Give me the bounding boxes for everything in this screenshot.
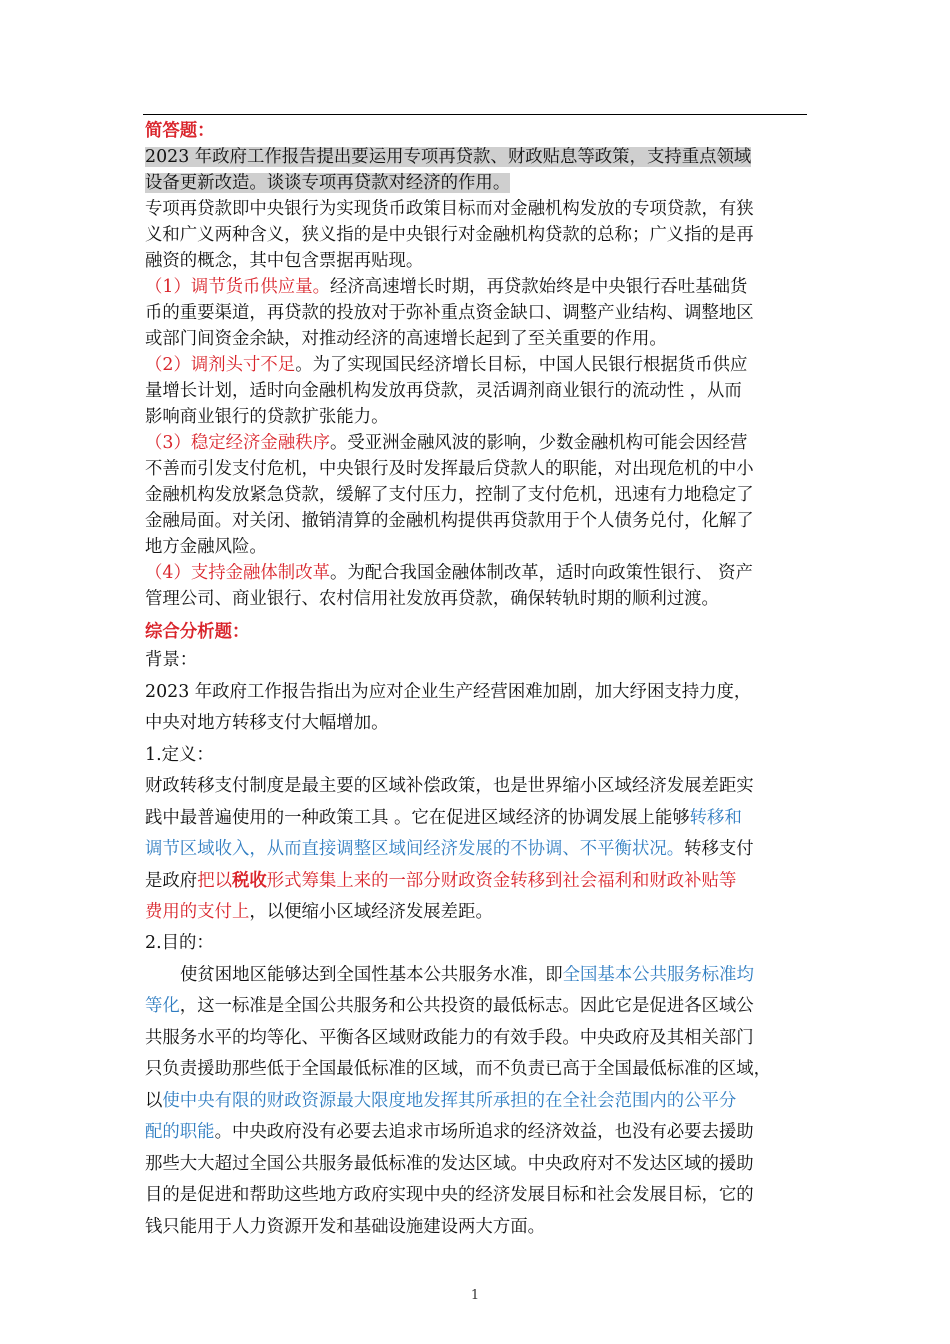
purpose-line-5: 以使中央有限的财政资源最大限度地发挥其所承担的在全社会范围内的公平分 xyxy=(145,1090,737,1111)
point1-line-2: 币的重要渠道，再贷款的投放对于弥补重点资金缺口、调整产业结构、调整地区 xyxy=(145,303,754,323)
point4-line-2: 管理公司、商业银行、农村信用社发放再贷款，确保转轨时期的顺利过渡。 xyxy=(145,589,719,609)
purpose-section xyxy=(145,928,807,1243)
definition-line-5: 费用的支付上，以便缩小区域经济发展差距。 xyxy=(145,902,493,922)
analysis-heading: 综合分析题： xyxy=(145,622,250,642)
definition-line-4: 是政府把以税收形式筹集上来的一部分财政资金转移到社会福利和财政补贴等 xyxy=(145,870,737,891)
question-line-1: 2023 年政府工作报告提出要运用专项再贷款、财政贴息等政策，支持重点领域 xyxy=(145,147,752,167)
definition-line-2: 践中最普遍使用的一种政策工具 。它在促进区域经济的协调发展上能够转移和 xyxy=(145,807,742,828)
point2-line-2: 量增长计划，适时向金融机构发放再贷款，灵活调剂商业银行的流动性 ，从而 xyxy=(145,381,742,401)
point3-title: （3）稳定经济金融秩序 xyxy=(145,433,330,453)
point3-line-1: （3）稳定经济金融秩序。受亚洲金融风波的影响，少数金融机构可能会因经营 xyxy=(145,433,748,453)
short-answer-heading: 简答题： xyxy=(145,121,215,141)
short-answer-section xyxy=(145,118,807,612)
purpose-line-7: 那些大大超过全国公共服务最低标准的发达区域。中央政府对不发达区域的援助 xyxy=(145,1153,754,1174)
purpose-line-4: 只负责援助那些低于全国最低标准的区域，而不负责已高于全国最低标准的区域， xyxy=(145,1059,772,1079)
point1-line-3: 或部门间资金余缺，对推动经济的高速增长起到了至关重要的作用。 xyxy=(145,329,667,349)
point1-title: （1）调节货币供应量。 xyxy=(145,277,330,297)
point3-line-5: 地方金融风险。 xyxy=(145,537,267,557)
purpose-line-2: 等化，这一标准是全国公共服务和公共投资的最低标志。因此它是促进各区域公 xyxy=(145,996,754,1016)
purpose-line-9: 钱只能用于人力资源开发和基础设施建设两大方面。 xyxy=(145,1216,545,1237)
background-label: 背景： xyxy=(145,650,198,670)
point1-line-1: （1）调节货币供应量。经济高速增长时期，再贷款始终是中央银行吞吐基础货 xyxy=(145,277,748,297)
question-line-2: 设备更新改造。谈谈专项再贷款对经济的作用。 xyxy=(145,173,511,193)
point2-line-1: （2）调剂头寸不足。为了实现国民经济增长目标，中国人民银行根据货币供应 xyxy=(145,355,748,375)
point2-line-3: 影响商业银行的贷款扩张能力。 xyxy=(145,407,389,427)
intro-line-2: 义和广义两种含义，狭义指的是中央银行对金融机构贷款的总称；广义指的是再 xyxy=(145,225,754,245)
intro-line-3: 融资的概念，其中包含票据再贴现。 xyxy=(145,251,424,271)
point3-line-2: 不善而引发支付危机，中央银行及时发挥最后贷款人的职能，对出现危机的中小 xyxy=(145,459,754,479)
analysis-section xyxy=(145,618,807,646)
intro-line-1: 专项再贷款即中央银行为实现货币政策目标而对金融机构发放的专项贷款，有狭 xyxy=(145,199,754,219)
purpose-line-3: 共服务水平的均等化、平衡各区域财政能力的有效手段。中央政府及其相关部门 xyxy=(145,1027,754,1048)
purpose-line-1: 使贫困地区能够达到全国性基本公共服务水准，即全国基本公共服务标准均 xyxy=(180,964,754,985)
background-line-2: 中央对地方转移支付大幅增加。 xyxy=(145,713,389,733)
point3-line-3: 金融机构发放紧急贷款，缓解了支付压力，控制了支付危机，迅速有力地稳定了 xyxy=(145,485,754,505)
analysis-body xyxy=(145,645,807,929)
definition-line-1: 财政转移支付制度是最主要的区域补偿政策，也是世界缩小区域经济发展差距实 xyxy=(145,776,754,796)
background-line-1: 2023 年政府工作报告指出为应对企业生产经营困难加剧，加大纾困支持力度， xyxy=(145,681,752,702)
purpose-line-6: 配的职能。中央政府没有必要去追求市场所追求的经济效益，也没有必要去援助 xyxy=(145,1122,754,1142)
purpose-line-8: 目的是促进和帮助这些地方政府实现中央的经济发展目标和社会发展目标，它的 xyxy=(145,1185,754,1205)
point4-title: （4）支持金融体制改革 xyxy=(145,563,330,583)
definition-line-3: 调节区域收入，从而直接调整区域间经济发展的不协调、不平衡状况。转移支付 xyxy=(145,839,754,859)
definition-label: 1.定义： xyxy=(145,744,214,765)
purpose-label: 2.目的： xyxy=(145,933,214,953)
page-number: 1 xyxy=(470,1288,480,1303)
header-rule xyxy=(143,114,807,115)
point4-line-1: （4）支持金融体制改革。为配合我国金融体制改革，适时向政策性银行、 资产 xyxy=(145,563,753,583)
point2-title: （2）调剂头寸不足 xyxy=(145,355,296,375)
point3-line-4: 金融局面。对关闭、撤销清算的金融机构提供再贷款用于个人债务兑付，化解了 xyxy=(145,511,754,531)
